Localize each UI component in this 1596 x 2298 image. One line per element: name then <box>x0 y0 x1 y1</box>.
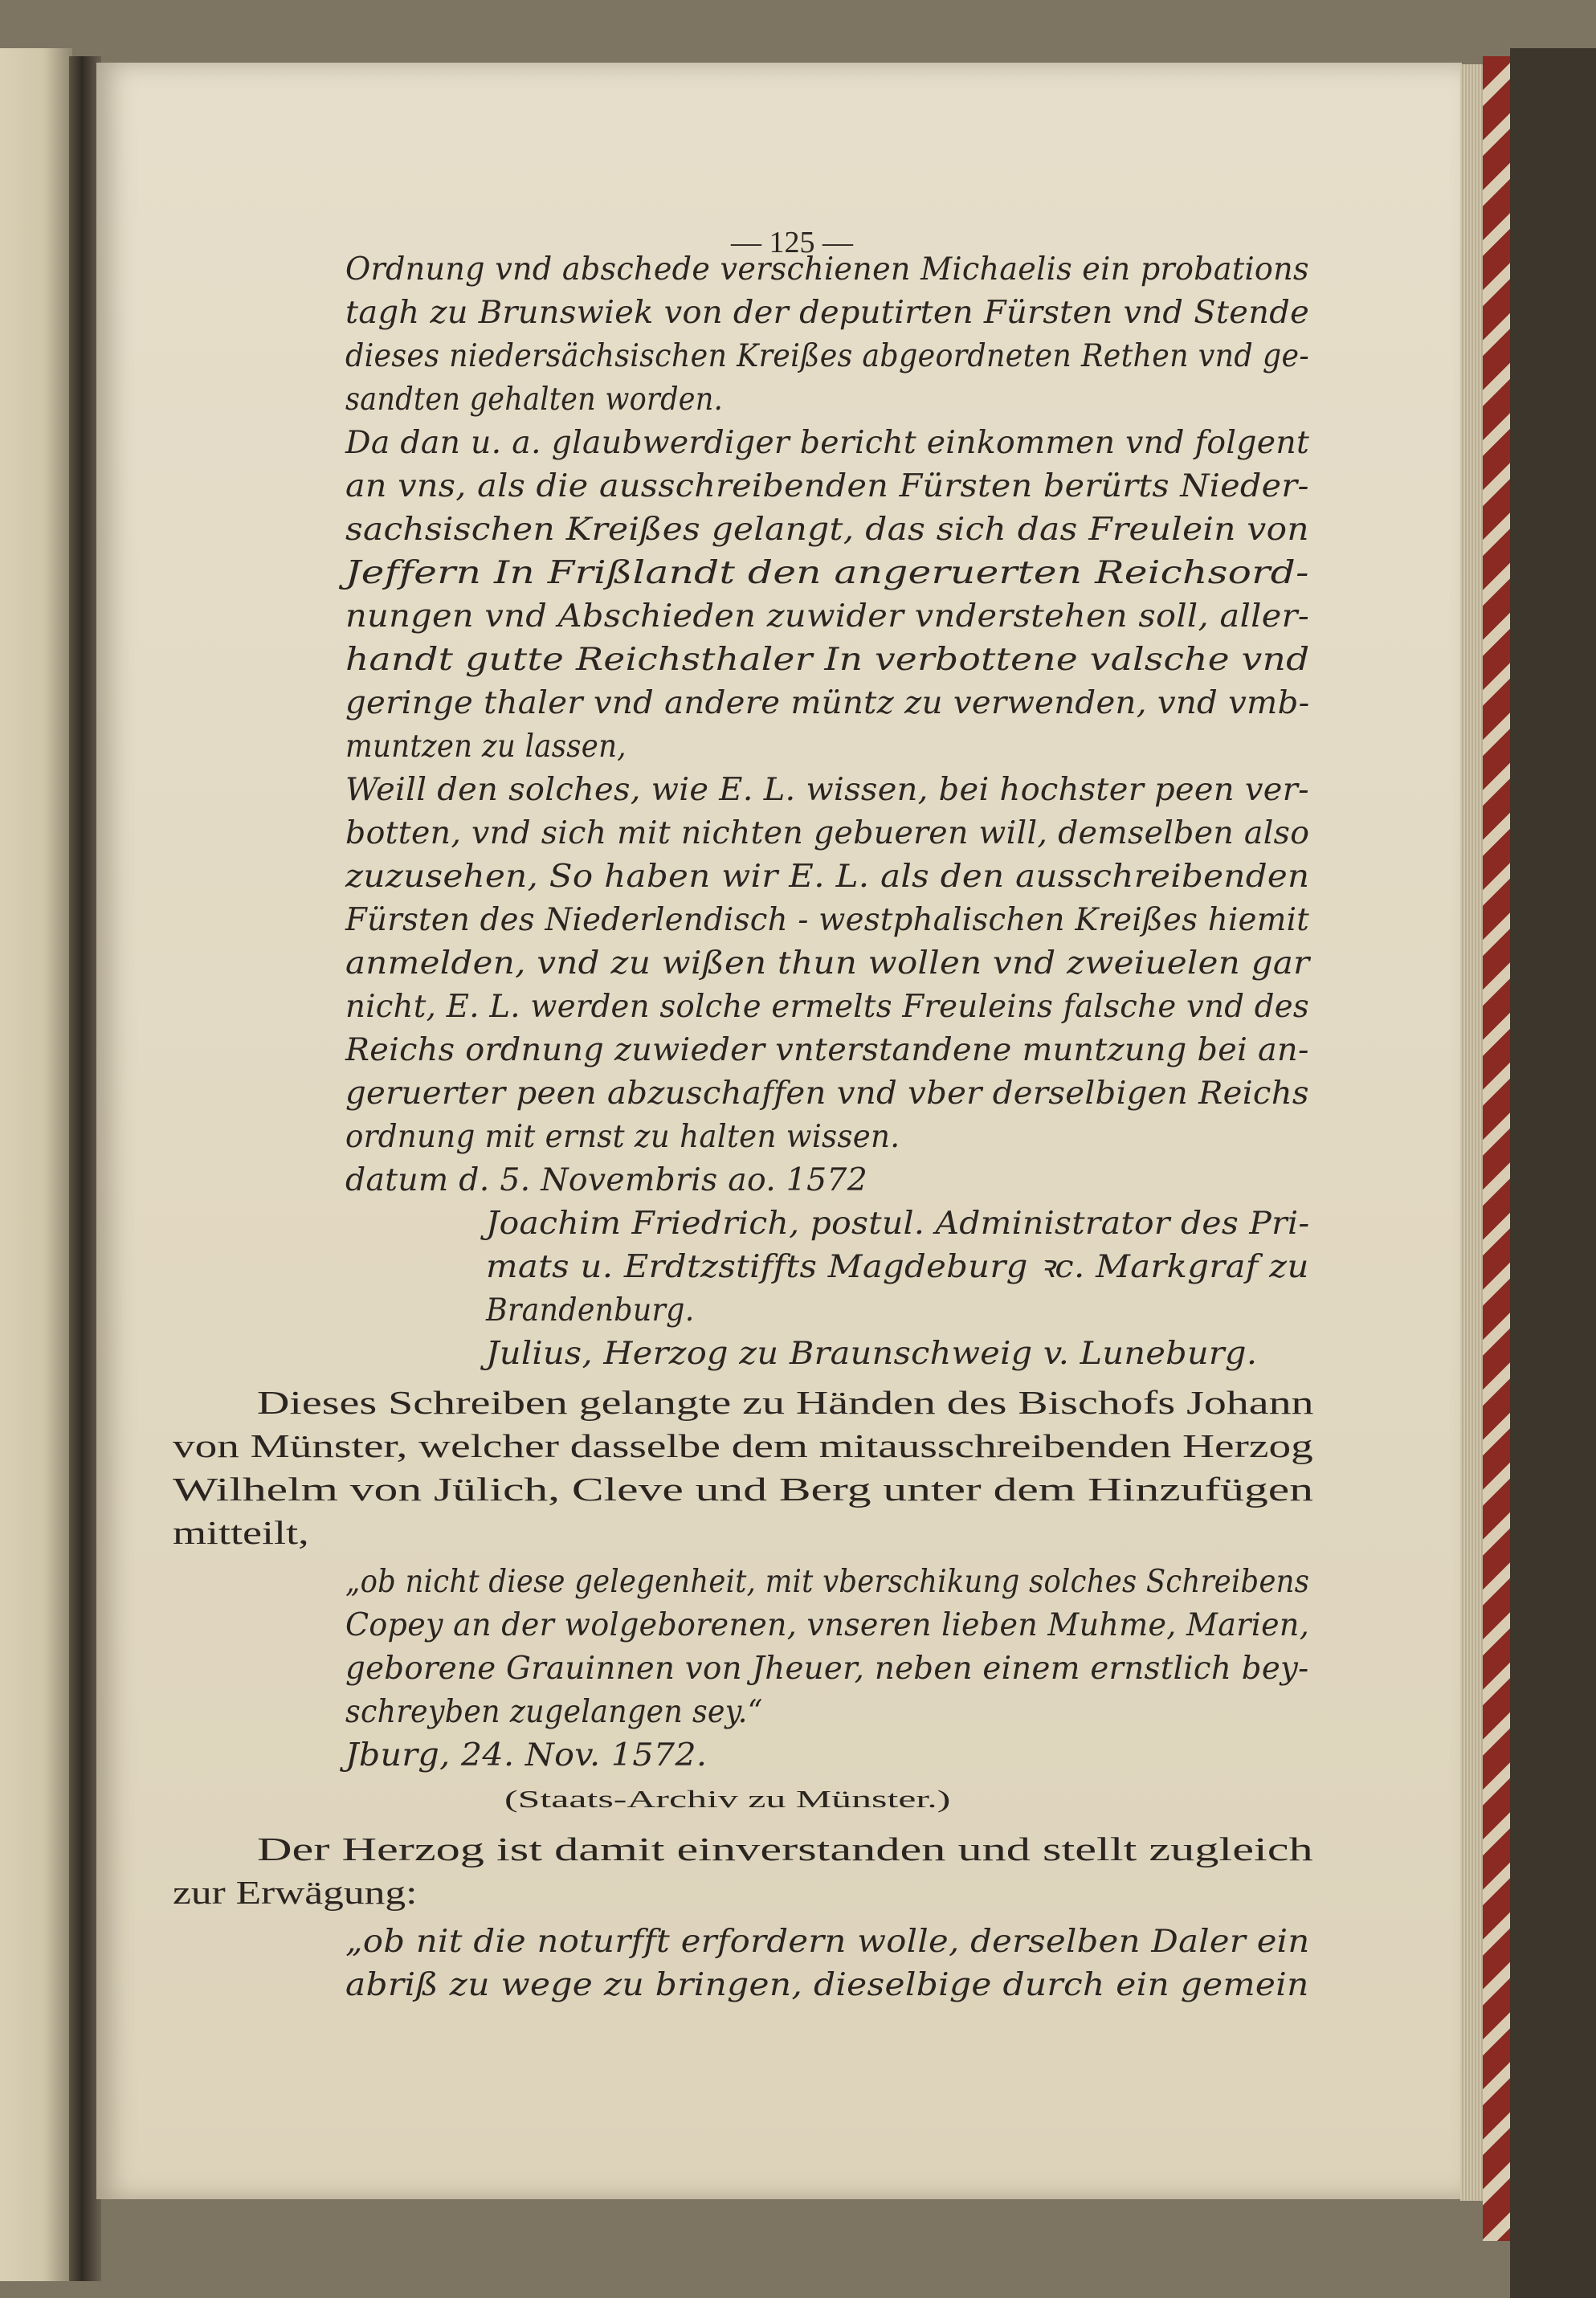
text-line: (Staats-Archiv zu Münster.) <box>504 1785 951 1813</box>
text-line: muntzen zu lassen, <box>345 729 627 765</box>
text-line: sandten gehalten worden. <box>345 382 724 418</box>
text-line: dieses niedersächsischen Kreißes abgeordneten Rethen vnd ge- <box>345 338 1309 374</box>
text-line: Joachim Friedrich, postul. Administrator des Pri- <box>486 1206 1310 1242</box>
text-line: Der Herzog ist damit einverstanden und stellt zugleich <box>257 1831 1313 1867</box>
page-text <box>96 63 1462 2199</box>
text-line: zuzusehen, So haben wir E. L. als den ausschreibenden <box>345 859 1310 895</box>
text-line: mitteilt, <box>173 1514 309 1551</box>
left-page-edge <box>0 48 72 2281</box>
text-line: an vns, als die ausschreibenden Fürsten berürts Nieder- <box>345 468 1309 504</box>
text-line: mats u. Erdtzstiffts Magdeburg ꝛc. Markgraf zu <box>486 1249 1309 1285</box>
text-line: „ob nit die noturfft erfordern wolle, derselben Daler ein <box>345 1924 1310 1960</box>
text-line: tagh zu Brunswiek von der deputirten Fürsten vnd Stende <box>345 295 1310 331</box>
page-number: — 125 — <box>731 226 853 259</box>
text-line: Jburg, 24. Nov. 1572. <box>345 1737 708 1774</box>
text-line: handt gutte Reichsthaler In verbottene valsche vnd <box>345 642 1310 678</box>
background <box>1510 48 1596 2298</box>
text-line: ordnung mit ernst zu halten wissen. <box>345 1119 900 1155</box>
text-line: anmelden, vnd zu wißen thun wollen vnd zweiuelen gar <box>345 945 1310 982</box>
text-line: nungen vnd Abschieden zuwider vnderstehen soll, aller- <box>345 598 1310 635</box>
text-line: Reichs ordnung zuwieder vnterstandene muntzung bei an- <box>345 1032 1309 1068</box>
text-line: Ordnung vnd abschede verschienen Michaelis ein probations <box>345 251 1309 288</box>
text-line: botten, vnd sich mit nichten gebueren will, demselben also <box>345 815 1310 851</box>
text-line: Jeffern In Frißlandt den angeruerten Reichsord- <box>345 555 1309 591</box>
text-line: Weill den solches, wie E. L. wissen, bei hochster peen ver- <box>345 772 1309 808</box>
text-line: geringe thaler vnd andere müntz zu verwenden, vnd vmb- <box>345 685 1310 721</box>
text-line: nicht, E. L. werden solche ermelts Freuleins falsche vnd des <box>345 989 1310 1025</box>
text-line: Wilhelm von Jülich, Cleve und Berg unter dem Hinzufügen <box>173 1471 1313 1508</box>
text-line: Brandenburg. <box>486 1292 695 1329</box>
text-line: Dieses Schreiben gelangte zu Händen des Bischofs Johann <box>257 1384 1314 1421</box>
text-line: Fürsten des Niederlendisch - westphalischen Kreißes hiemit <box>345 902 1310 938</box>
book-page <box>96 63 1462 2199</box>
text-line: geborene Grauinnen von Jheuer, neben einem ernstlich bey- <box>345 1651 1309 1687</box>
page-edges <box>1460 64 1484 2201</box>
text-line: datum d. 5. Novembris ao. 1572 <box>345 1162 868 1198</box>
text-line: Copey an der wolgeborenen, vnseren lieben Muhme, Marien, <box>345 1607 1310 1643</box>
text-line: „ob nicht diese gelegenheit, mit vberschikung solches Schreibens <box>345 1564 1310 1600</box>
book-cover-edge <box>1483 56 1512 2241</box>
text-line: Da dan u. a. glaubwerdiger bericht einkommen vnd folgent <box>345 425 1310 461</box>
text-line: schreyben zugelangen sey.“ <box>345 1694 763 1730</box>
text-line: Julius, Herzog zu Braunschweig v. Luneburg. <box>486 1336 1258 1372</box>
text-line: sachsischen Kreißes gelangt, das sich das Freulein von <box>345 512 1309 548</box>
text-line: abriß zu wege zu bringen, dieselbige durch ein gemein <box>345 1967 1309 2003</box>
text-line: zur Erwägung: <box>173 1874 418 1911</box>
text-line: geruerter peen abzuschaffen vnd vber derselbigen Reichs <box>345 1076 1309 1112</box>
text-line: von Münster, welcher dasselbe dem mitausschreibenden Herzog <box>173 1427 1313 1464</box>
